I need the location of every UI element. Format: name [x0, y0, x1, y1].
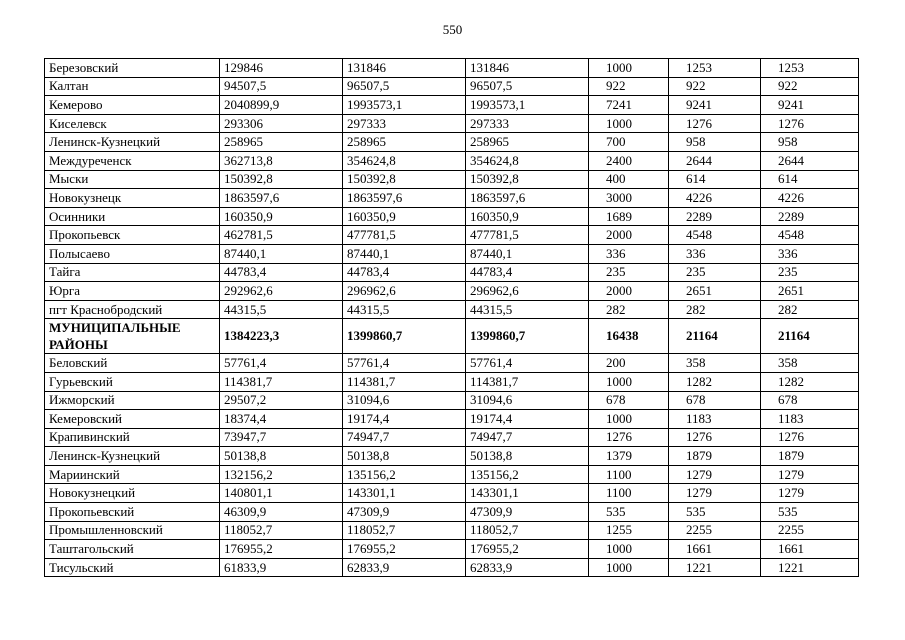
table-row: [45, 263, 859, 282]
value-cell: 258965: [466, 133, 589, 152]
value-cell: 1993573,1: [343, 96, 466, 115]
value-cell: 57761,4: [220, 354, 343, 373]
value-cell: 297333: [343, 114, 466, 133]
table-row: [45, 558, 859, 577]
territory-name-cell: Мыски: [45, 170, 220, 189]
value-cell: 1000: [589, 540, 669, 559]
value-cell: 1282: [761, 372, 859, 391]
value-cell: 1000: [589, 59, 669, 78]
value-cell: 2400: [589, 151, 669, 170]
value-cell: 1221: [761, 558, 859, 577]
value-cell: 336: [669, 244, 761, 263]
value-cell: 1379: [589, 447, 669, 466]
value-cell: 336: [761, 244, 859, 263]
value-cell: 50138,8: [343, 447, 466, 466]
table-row: [45, 77, 859, 96]
value-cell: 176955,2: [466, 540, 589, 559]
value-cell: 296962,6: [343, 282, 466, 301]
value-cell: 160350,9: [343, 207, 466, 226]
value-cell: 118052,7: [466, 521, 589, 540]
value-cell: 1689: [589, 207, 669, 226]
value-cell: 1221: [669, 558, 761, 577]
value-cell: 1000: [589, 372, 669, 391]
value-cell: 1000: [589, 410, 669, 429]
value-cell: 135156,2: [343, 465, 466, 484]
territory-name-cell: Прокопьевск: [45, 226, 220, 245]
value-cell: 922: [589, 77, 669, 96]
territory-name-cell: Киселевск: [45, 114, 220, 133]
value-cell: 296962,6: [466, 282, 589, 301]
table-row: [45, 354, 859, 373]
value-cell: 1183: [761, 410, 859, 429]
table-row: [45, 170, 859, 189]
value-cell: 50138,8: [220, 447, 343, 466]
value-cell: 160350,9: [466, 207, 589, 226]
value-cell: 1276: [761, 428, 859, 447]
value-cell: 1399860,7: [466, 319, 589, 354]
value-cell: 336: [589, 244, 669, 263]
value-cell: 9241: [761, 96, 859, 115]
value-cell: 87440,1: [343, 244, 466, 263]
value-cell: 2255: [761, 521, 859, 540]
value-cell: 21164: [761, 319, 859, 354]
value-cell: 1879: [669, 447, 761, 466]
territory-name-cell: Юрга: [45, 282, 220, 301]
table-row: [45, 503, 859, 522]
value-cell: 1661: [761, 540, 859, 559]
value-cell: 1183: [669, 410, 761, 429]
value-cell: 143301,1: [466, 484, 589, 503]
table-row: [45, 465, 859, 484]
value-cell: 1384223,3: [220, 319, 343, 354]
table-row: [45, 484, 859, 503]
value-cell: 282: [669, 300, 761, 319]
territory-name-cell: Калтан: [45, 77, 220, 96]
territory-name-cell: Ленинск-Кузнецкий: [45, 133, 220, 152]
territory-name-cell: Полысаево: [45, 244, 220, 263]
table-row: [45, 521, 859, 540]
territory-name-cell: Промышленновский: [45, 521, 220, 540]
value-cell: 62833,9: [343, 558, 466, 577]
value-cell: 1279: [669, 465, 761, 484]
value-cell: 21164: [669, 319, 761, 354]
value-cell: 462781,5: [220, 226, 343, 245]
value-cell: 131846: [343, 59, 466, 78]
value-cell: 73947,7: [220, 428, 343, 447]
value-cell: 358: [669, 354, 761, 373]
value-cell: 1276: [761, 114, 859, 133]
value-cell: 150392,8: [220, 170, 343, 189]
value-cell: 535: [589, 503, 669, 522]
budget-table: [44, 58, 859, 577]
value-cell: 94507,5: [220, 77, 343, 96]
value-cell: 1863597,6: [466, 189, 589, 208]
value-cell: 1279: [669, 484, 761, 503]
value-cell: 150392,8: [343, 170, 466, 189]
value-cell: 235: [669, 263, 761, 282]
value-cell: 74947,7: [343, 428, 466, 447]
value-cell: 46309,9: [220, 503, 343, 522]
value-cell: 678: [669, 391, 761, 410]
territory-name-cell: Ленинск-Кузнецкий: [45, 447, 220, 466]
value-cell: 131846: [466, 59, 589, 78]
value-cell: 44783,4: [466, 263, 589, 282]
value-cell: 258965: [343, 133, 466, 152]
value-cell: 282: [761, 300, 859, 319]
value-cell: 2644: [761, 151, 859, 170]
value-cell: 118052,7: [343, 521, 466, 540]
value-cell: 87440,1: [220, 244, 343, 263]
value-cell: 3000: [589, 189, 669, 208]
value-cell: 19174,4: [343, 410, 466, 429]
territory-name-cell: Гурьевский: [45, 372, 220, 391]
value-cell: 1000: [589, 558, 669, 577]
value-cell: 1253: [669, 59, 761, 78]
value-cell: 2644: [669, 151, 761, 170]
value-cell: 44315,5: [466, 300, 589, 319]
value-cell: 4548: [761, 226, 859, 245]
value-cell: 922: [669, 77, 761, 96]
value-cell: 235: [761, 263, 859, 282]
value-cell: 16438: [589, 319, 669, 354]
value-cell: 129846: [220, 59, 343, 78]
value-cell: 135156,2: [466, 465, 589, 484]
value-cell: 958: [761, 133, 859, 152]
value-cell: 114381,7: [220, 372, 343, 391]
value-cell: 200: [589, 354, 669, 373]
value-cell: 358: [761, 354, 859, 373]
territory-name-cell: Новокузнецкий: [45, 484, 220, 503]
value-cell: 2651: [761, 282, 859, 301]
value-cell: 614: [761, 170, 859, 189]
value-cell: 140801,1: [220, 484, 343, 503]
table-row: [45, 207, 859, 226]
value-cell: 477781,5: [466, 226, 589, 245]
table-row: [45, 410, 859, 429]
value-cell: 354624,8: [343, 151, 466, 170]
value-cell: 1863597,6: [220, 189, 343, 208]
table-body: [45, 59, 859, 577]
value-cell: 44783,4: [343, 263, 466, 282]
table-row: [45, 372, 859, 391]
value-cell: 61833,9: [220, 558, 343, 577]
value-cell: 150392,8: [466, 170, 589, 189]
value-cell: 362713,8: [220, 151, 343, 170]
value-cell: 50138,8: [466, 447, 589, 466]
table-row: [45, 391, 859, 410]
value-cell: 282: [589, 300, 669, 319]
table-row: [45, 282, 859, 301]
value-cell: 958: [669, 133, 761, 152]
value-cell: 176955,2: [220, 540, 343, 559]
value-cell: 114381,7: [466, 372, 589, 391]
value-cell: 4226: [761, 189, 859, 208]
value-cell: 354624,8: [466, 151, 589, 170]
territory-name-cell: Тайга: [45, 263, 220, 282]
value-cell: 57761,4: [466, 354, 589, 373]
value-cell: 2000: [589, 226, 669, 245]
value-cell: 96507,5: [466, 77, 589, 96]
value-cell: 18374,4: [220, 410, 343, 429]
value-cell: 1279: [761, 484, 859, 503]
value-cell: 2289: [761, 207, 859, 226]
value-cell: 9241: [669, 96, 761, 115]
table-row: [45, 114, 859, 133]
table-row: [45, 447, 859, 466]
territory-name-cell: Тисульский: [45, 558, 220, 577]
value-cell: 176955,2: [343, 540, 466, 559]
value-cell: 1661: [669, 540, 761, 559]
section-row: [45, 319, 859, 354]
value-cell: 297333: [466, 114, 589, 133]
value-cell: 292962,6: [220, 282, 343, 301]
table-row: [45, 151, 859, 170]
value-cell: 7241: [589, 96, 669, 115]
value-cell: 678: [761, 391, 859, 410]
value-cell: 400: [589, 170, 669, 189]
territory-name-cell: Березовский: [45, 59, 220, 78]
value-cell: 160350,9: [220, 207, 343, 226]
value-cell: 87440,1: [466, 244, 589, 263]
page-number: 550: [442, 22, 463, 37]
table-row: [45, 428, 859, 447]
value-cell: 44315,5: [220, 300, 343, 319]
value-cell: 477781,5: [343, 226, 466, 245]
value-cell: 1100: [589, 465, 669, 484]
value-cell: 4226: [669, 189, 761, 208]
value-cell: 293306: [220, 114, 343, 133]
value-cell: 1255: [589, 521, 669, 540]
table-row: [45, 133, 859, 152]
value-cell: 143301,1: [343, 484, 466, 503]
value-cell: 44315,5: [343, 300, 466, 319]
value-cell: 2000: [589, 282, 669, 301]
value-cell: 132156,2: [220, 465, 343, 484]
value-cell: 1276: [669, 428, 761, 447]
value-cell: 922: [761, 77, 859, 96]
value-cell: 535: [669, 503, 761, 522]
table-row: [45, 226, 859, 245]
territory-name-cell: Крапивинский: [45, 428, 220, 447]
value-cell: 1399860,7: [343, 319, 466, 354]
value-cell: 19174,4: [466, 410, 589, 429]
value-cell: 1993573,1: [466, 96, 589, 115]
territory-name-cell: Беловский: [45, 354, 220, 373]
territory-name-cell: Таштагольский: [45, 540, 220, 559]
value-cell: 114381,7: [343, 372, 466, 391]
value-cell: 1000: [589, 114, 669, 133]
value-cell: 44783,4: [220, 263, 343, 282]
value-cell: 1100: [589, 484, 669, 503]
territory-name-cell: Кемеровский: [45, 410, 220, 429]
value-cell: 1863597,6: [343, 189, 466, 208]
value-cell: 258965: [220, 133, 343, 152]
table-row: [45, 244, 859, 263]
value-cell: 535: [761, 503, 859, 522]
table-row: [45, 96, 859, 115]
value-cell: 1276: [669, 114, 761, 133]
territory-name-cell: Новокузнецк: [45, 189, 220, 208]
territory-name-cell: Ижморский: [45, 391, 220, 410]
value-cell: 2289: [669, 207, 761, 226]
value-cell: 47309,9: [466, 503, 589, 522]
value-cell: 57761,4: [343, 354, 466, 373]
value-cell: 118052,7: [220, 521, 343, 540]
value-cell: 47309,9: [343, 503, 466, 522]
table-row: [45, 59, 859, 78]
value-cell: 235: [589, 263, 669, 282]
value-cell: 1279: [761, 465, 859, 484]
value-cell: 614: [669, 170, 761, 189]
table-row: [45, 540, 859, 559]
value-cell: 678: [589, 391, 669, 410]
value-cell: 96507,5: [343, 77, 466, 96]
value-cell: 31094,6: [343, 391, 466, 410]
table-row: [45, 189, 859, 208]
value-cell: 700: [589, 133, 669, 152]
table-row: [45, 300, 859, 319]
value-cell: 4548: [669, 226, 761, 245]
value-cell: 31094,6: [466, 391, 589, 410]
territory-name-cell: пгт Краснобродский: [45, 300, 220, 319]
value-cell: 62833,9: [466, 558, 589, 577]
territory-name-cell: Прокопьевский: [45, 503, 220, 522]
value-cell: 1253: [761, 59, 859, 78]
territory-name-cell: Кемерово: [45, 96, 220, 115]
value-cell: 1879: [761, 447, 859, 466]
value-cell: 74947,7: [466, 428, 589, 447]
value-cell: 2255: [669, 521, 761, 540]
value-cell: 2651: [669, 282, 761, 301]
territory-name-cell: Междуреченск: [45, 151, 220, 170]
value-cell: 2040899,9: [220, 96, 343, 115]
territory-name-cell: Мариинский: [45, 465, 220, 484]
value-cell: 29507,2: [220, 391, 343, 410]
territory-name-cell: Осинники: [45, 207, 220, 226]
value-cell: 1276: [589, 428, 669, 447]
value-cell: 1282: [669, 372, 761, 391]
territory-name-cell: МУНИЦИПАЛЬНЫЕ РАЙОНЫ: [45, 319, 220, 354]
